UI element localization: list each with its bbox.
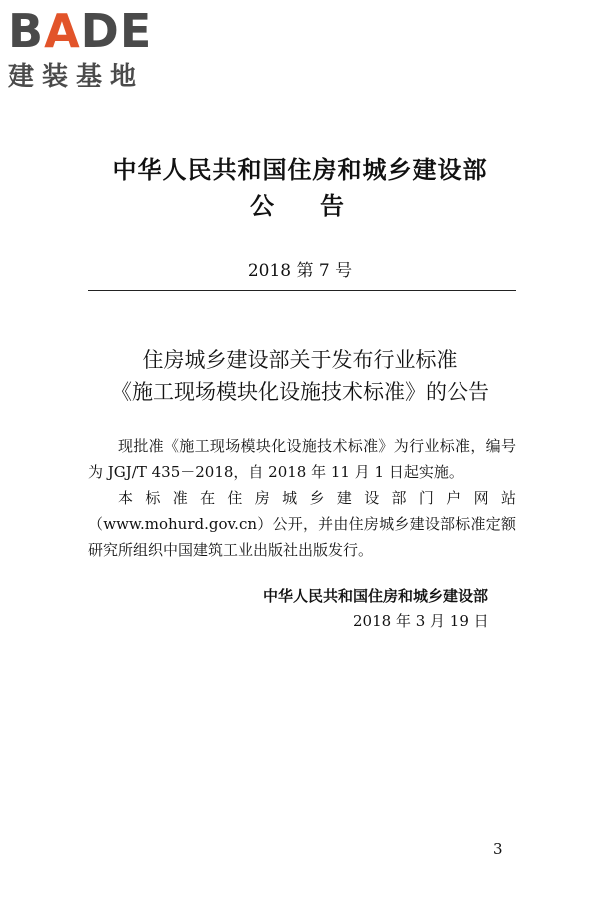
logo-accent-letter: A (44, 4, 81, 58)
logo-subtitle: 建装基地 (8, 62, 145, 92)
bade-logo (8, 6, 178, 96)
document-type-heading: 公告 (250, 192, 390, 220)
issuer-heading: 中华人民共和国住房和城乡建设部 (112, 156, 488, 184)
body-paragraph-1: 现批准《施工现场模块化设施技术标准》为行业标准，编号为 JGJ/T 435－2018，自 2018 年 11 月 1 日起实施。 (88, 437, 516, 481)
notice-title-line-1: 住房城乡建设部关于发布行业标准 (142, 348, 458, 372)
signature-issuer: 中华人民共和国住房和城乡建设部 (262, 587, 488, 605)
notice-title-line-2: 《施工现场模块化设施技术标准》的公告 (111, 380, 489, 404)
header-divider (88, 290, 516, 291)
logo-wordmark: BADE (8, 4, 153, 58)
page-number: 3 (493, 840, 503, 858)
notice-title (0, 344, 600, 408)
body-paragraph-2: 本标准在住房城乡建设部门户网站（www.mohurd.gov.cn）公开，并由住房城乡建设部标准定额研究所组织中国建筑工业出版社出版发行。 (88, 489, 516, 559)
notice-body (88, 433, 516, 563)
signature-date: 2018 年 3 月 19 日 (353, 612, 489, 630)
document-number: 2018 第 7 号 (247, 261, 353, 281)
